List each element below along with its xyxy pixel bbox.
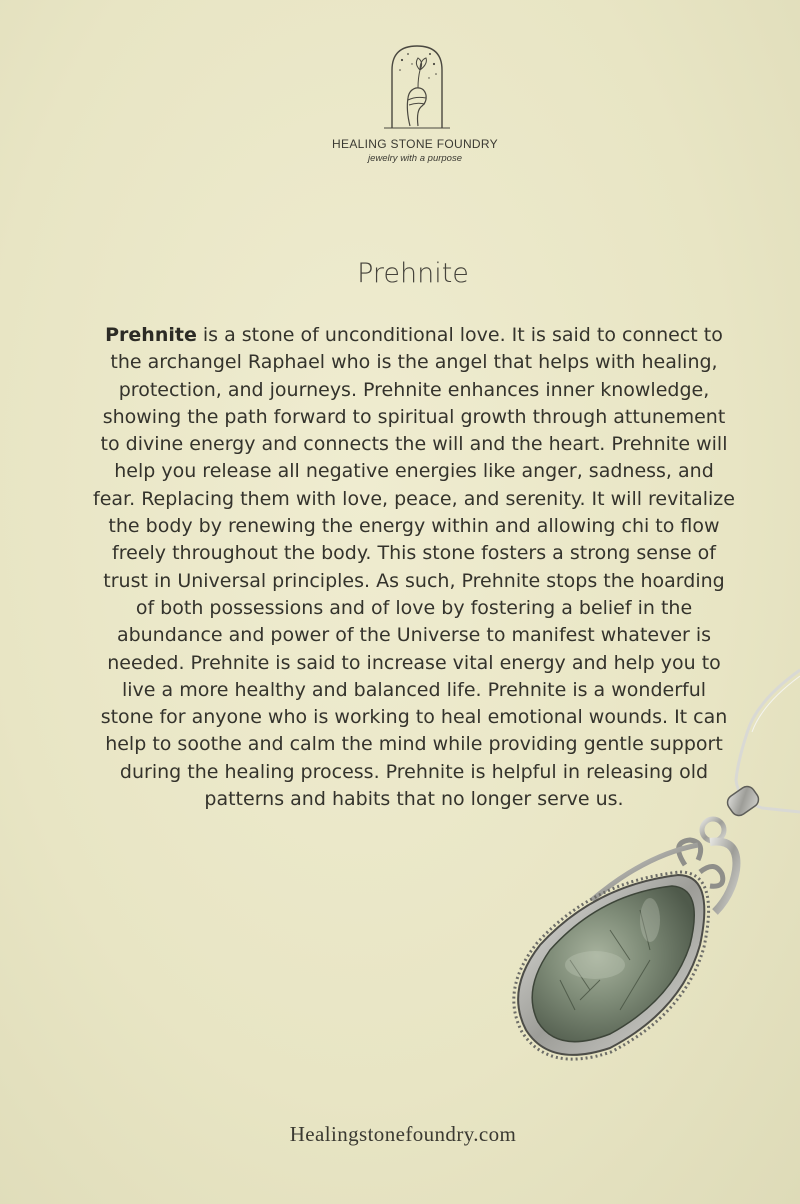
description-line: needed. Prehnite is said to increase vital energy and help you to (107, 651, 721, 674)
card-title: Prehnite (357, 258, 469, 289)
description-line: the body by renewing the energy within and allowing chi to flow (108, 515, 720, 538)
description-lead-word: Prehnite (105, 324, 197, 346)
description-line: help you release all negative energies like anger, sadness, and (114, 460, 714, 483)
description-line: fear. Replacing them with love, peace, and serenity. It will revitalize (93, 487, 735, 510)
description-line (60, 322, 768, 349)
description-line: protection, and journeys. Prehnite enhances inner knowledge, (118, 378, 710, 401)
description-line: stone for anyone who is working to heal emotional wounds. It can (100, 706, 728, 729)
description-line: showing the path forward to spiritual growth through attunement (102, 405, 726, 428)
description-line: to divine energy and connects the will and the heart. Prehnite will (100, 433, 728, 456)
description-line-text: is a stone of unconditional love. It is said to connect to (196, 324, 723, 346)
description-line: of both possessions and of love by fostering a belief in the (135, 596, 693, 619)
website-url: Healingstonefoundry.com (289, 1122, 517, 1146)
description-line: patterns and habits that no longer serve us. (204, 788, 624, 811)
description-line: during the healing process. Prehnite is helpful in releasing old (119, 760, 709, 783)
description-line: live a more healthy and balanced life. Prehnite is a wonderful (121, 678, 707, 701)
description-line: the archangel Raphael who is the angel that helps with healing, (110, 351, 718, 374)
brand-tagline: jewelry with a purpose (368, 153, 462, 164)
description-line: abundance and power of the Universe to manifest whatever is (116, 624, 712, 647)
description-line: trust in Universal principles. As such, Prehnite stops the hoarding (103, 569, 725, 592)
prehnite-pendant-icon (500, 660, 800, 1070)
brand-logo (300, 40, 530, 175)
description-line: help to soothe and calm the mind while providing gentle support (105, 733, 723, 756)
brand-name: HEALING STONE FOUNDRY (332, 137, 498, 151)
description-line: freely throughout the body. This stone fosters a strong sense of (112, 542, 716, 565)
hand-holding-flower-logo-icon (372, 40, 462, 140)
